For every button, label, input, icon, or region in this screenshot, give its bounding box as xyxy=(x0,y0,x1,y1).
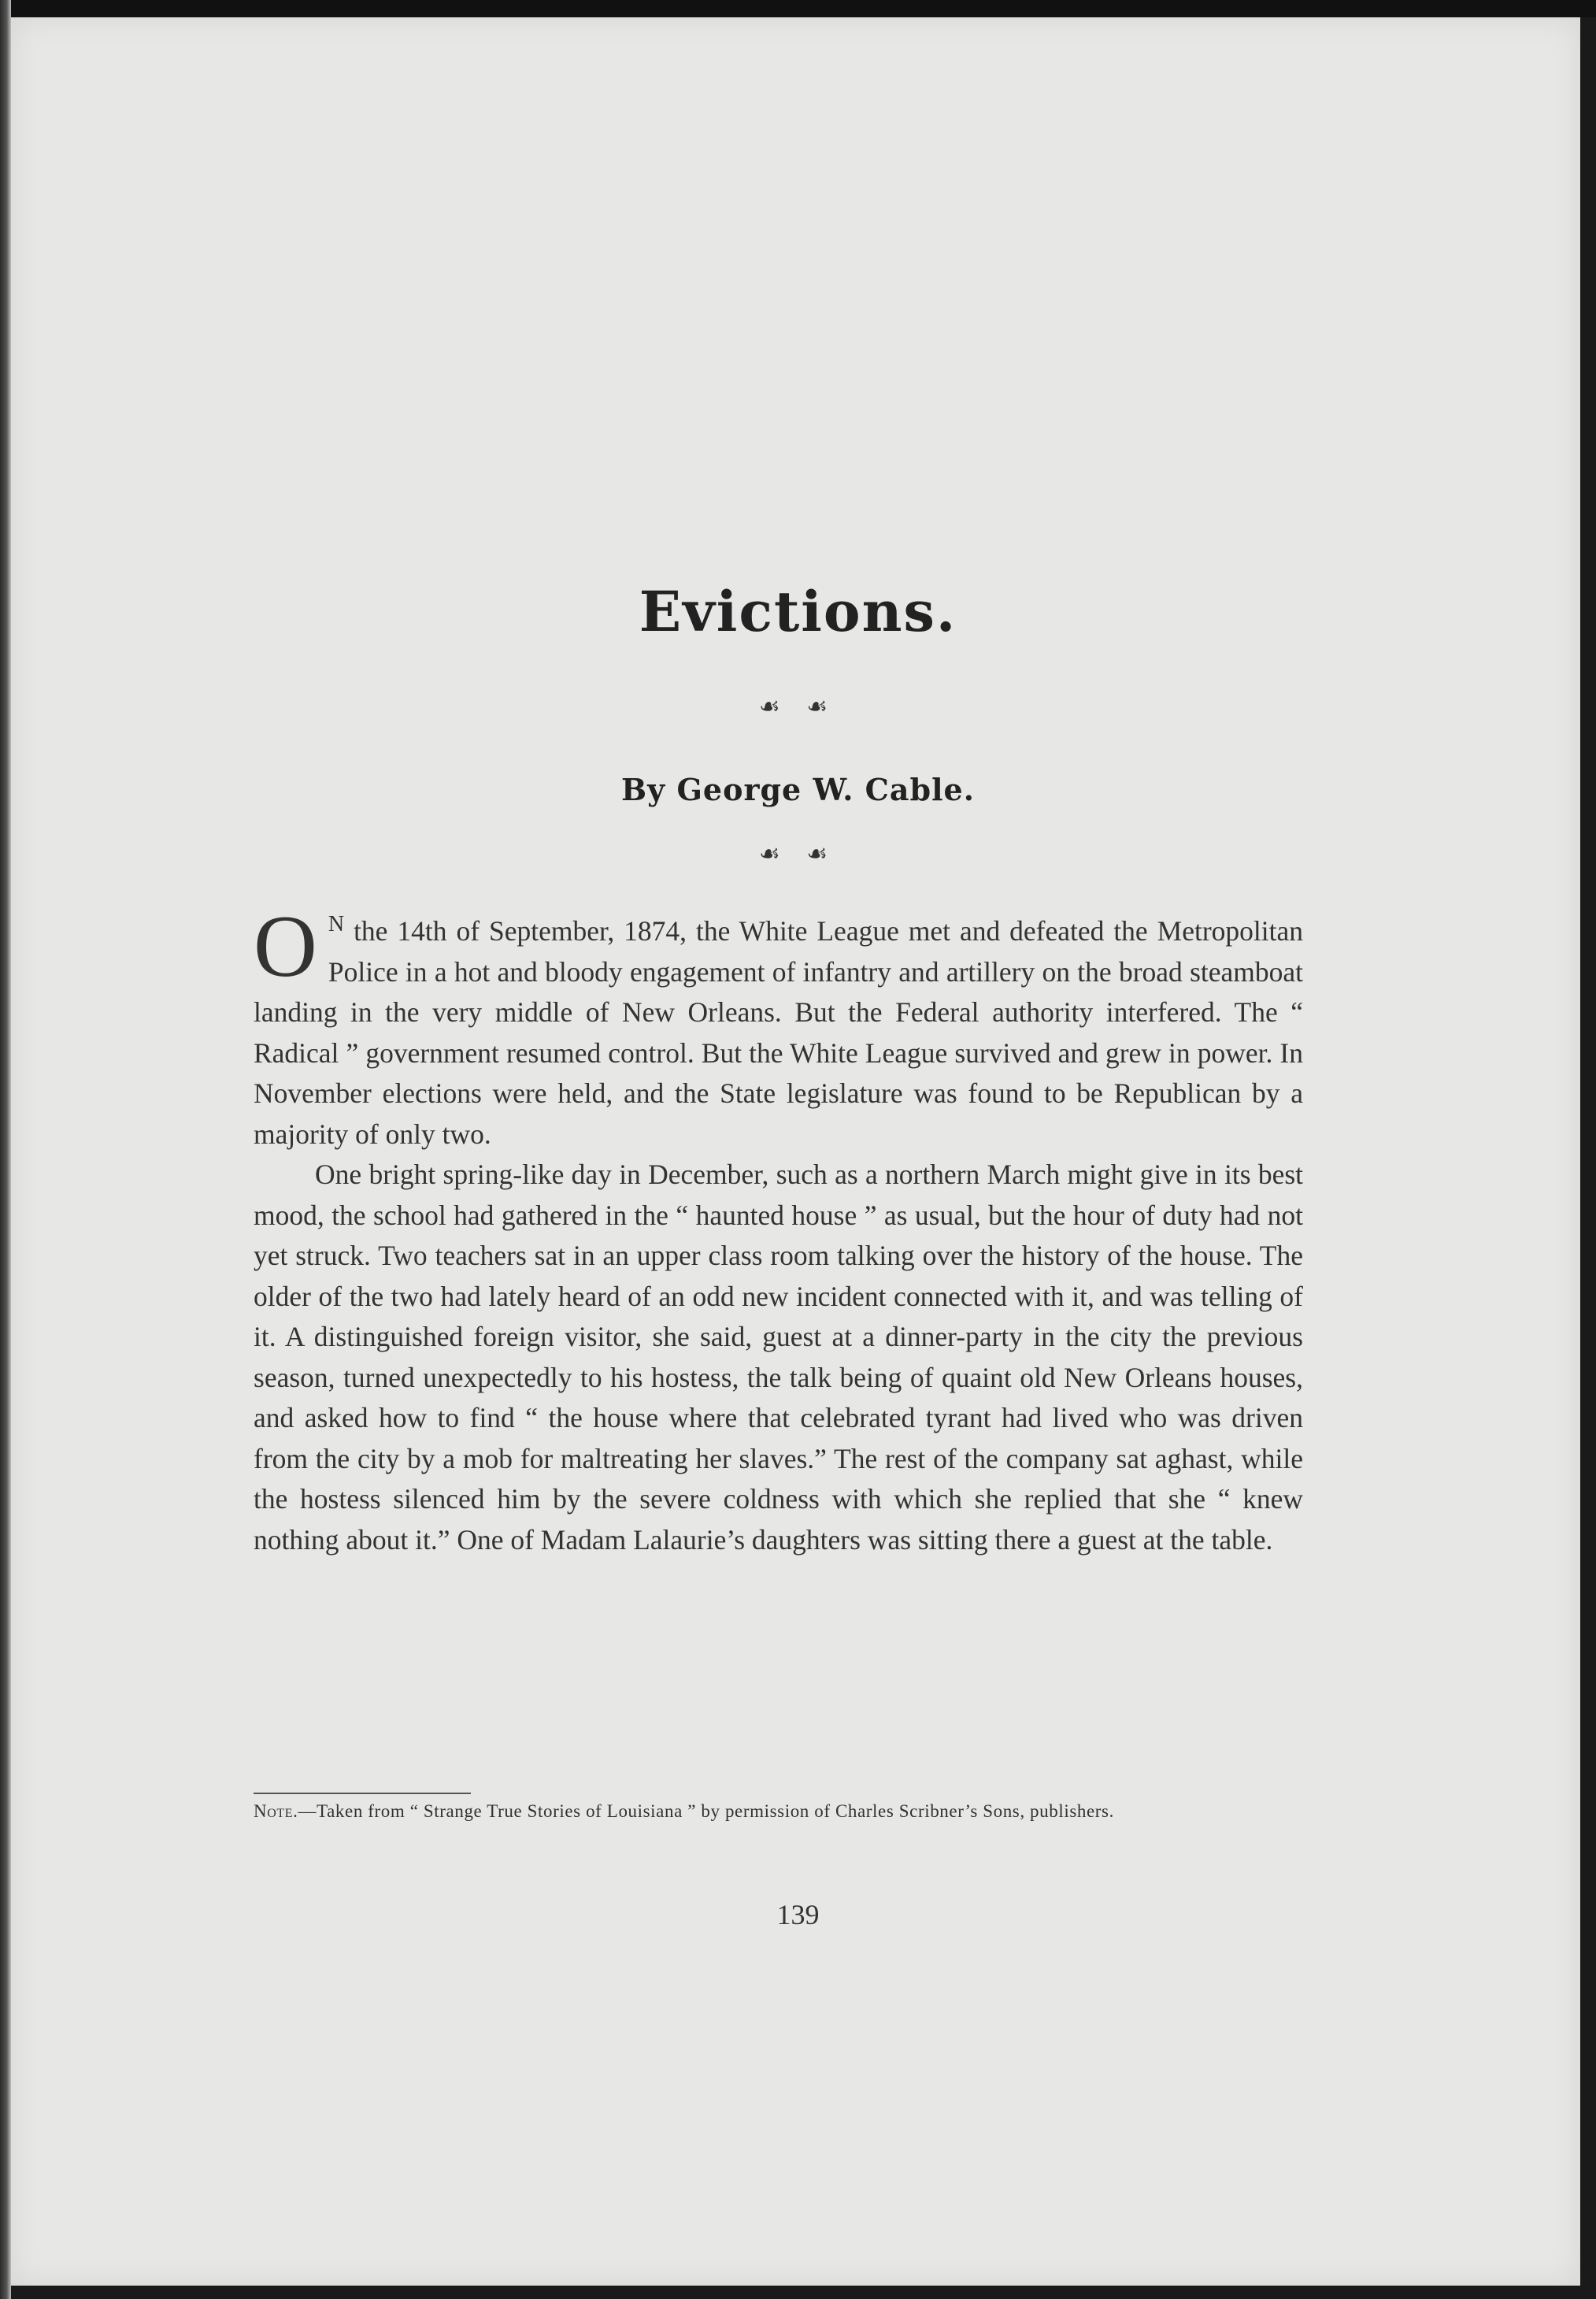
scan-top-edge xyxy=(0,0,1596,17)
ornament-divider-top: ☙ ☙ xyxy=(758,693,838,721)
page-number: 139 xyxy=(776,1899,820,1930)
author-byline: By George W. Cable. xyxy=(621,772,975,807)
body-text xyxy=(254,898,1303,1560)
paragraph-2: One bright spring-like day in December, such as a northern March might give in its best mood, the school had gathered in the “ haunted house ” as usual, but the hour of duty had not yet struck. Two teachers sat in an upper class room talking over the history of the house. The older of the two had lately heard of an odd new incident connected with it, and was telling of it. A distinguished foreign visitor, she said, guest at a dinner-party in the city the previous season, turned unexpectedly to his hostess, the talk being of quaint old New Orleans houses, and asked how to find “ the house where that celebrated tyrant had lived who was driven from the city by a mob for maltreating her slaves.” The rest of the company sat aghast, while the hostess silenced him by the severe coldness with which she replied that she “ knew nothing about it.” One of Madam Lalaurie’s daughters was sitting there a guest at the table. xyxy=(254,1159,1303,1556)
footnote-lead: Note. xyxy=(254,1801,298,1821)
footnote-rule xyxy=(254,1793,471,1794)
ornament-divider-bottom: ☙ ☙ xyxy=(758,840,838,868)
drop-cap: O xyxy=(254,898,317,996)
chapter-title: Evictions. xyxy=(639,579,957,644)
footnote-text: —Taken from “ Strange True Stories of Louisiana ” by permission of Charles Scribner’s Sons, publishers. xyxy=(298,1801,1114,1821)
paragraph-1 xyxy=(254,898,1303,1155)
scan-left-edge xyxy=(0,0,11,2299)
first-word-rest: N xyxy=(328,912,345,936)
paragraph-1-text: the 14th of September, 1874, the White League met and defeated the Metropolitan Police in a hot and bloody engagement of infantry and artillery on the broad steamboat landing in the very middle of New Orleans. But the Federal authority interfered. The “ Radical ” government resumed control. But the White League survived and grew in power. In November elections were held, and the State legislature was found to be Republican by a majority of only two. xyxy=(254,915,1303,1150)
footnote xyxy=(254,1797,1303,1826)
